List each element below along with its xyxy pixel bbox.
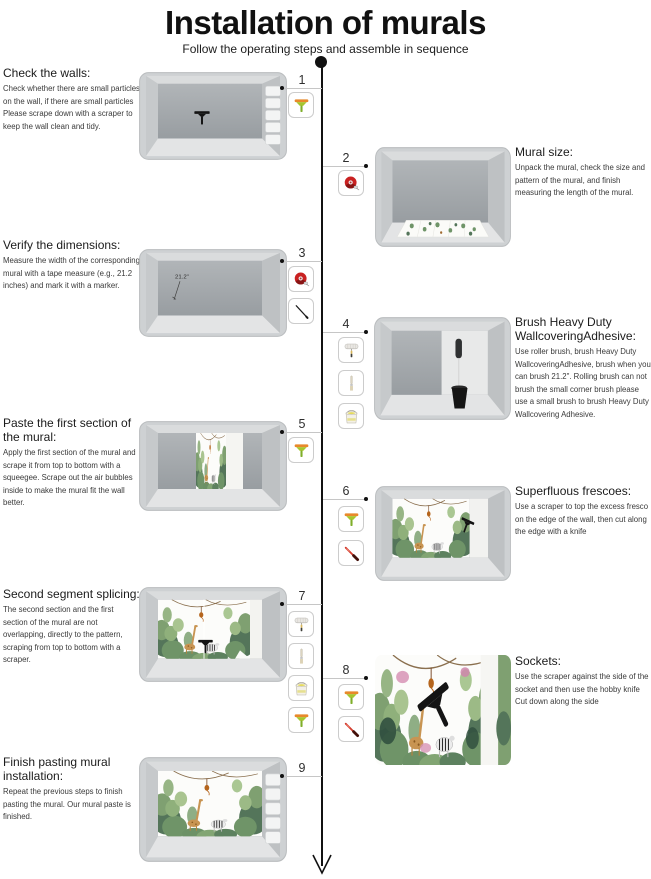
step-9-body: Repeat the previous steps to finish pasting the mural. Our mural paste is finished. [3, 787, 131, 822]
step-3-room-image [139, 249, 287, 337]
window-frame [266, 774, 281, 844]
step-1-body: Check whether there are small particles on the wall, if there are small particles Please scrape down with a scraper to keep the wall clean and tidy. [3, 84, 140, 131]
step-3-body: Measure the width of the corresponding mural with a tape measure (e.g., 21.2 inches) and mark it with a marker. [3, 256, 140, 291]
step-1-heading: Check the walls: [3, 66, 91, 80]
step-2-heading: Mural size: [515, 145, 574, 159]
marker-tool [288, 298, 314, 324]
step-2-room-image [375, 147, 511, 247]
finished-mural [152, 771, 268, 843]
step-4-text [515, 315, 651, 421]
flat-brush-icon [342, 374, 361, 393]
timeline-start-dot [315, 56, 327, 68]
step-7-body: The second section and the first section of the mural are not overlapping, directly to the pattern, scraping from top to bottom with a scraper. [3, 605, 123, 665]
tape-measure-icon [292, 270, 311, 289]
roller-brush-tool [338, 337, 364, 363]
flat-brush-icon [292, 647, 311, 666]
blank-panel [481, 655, 498, 765]
step-2-text [515, 145, 651, 200]
step-6-body: Use a scraper to top the excess fresco on the edge of the wall, then cut along the edge with a knife [515, 502, 649, 537]
dimension-label: 21.2" [175, 274, 189, 281]
step-9-heading: Finish pasting mural installation: [3, 755, 111, 784]
first-mural-panel [194, 433, 228, 495]
step-2-body: Unpack the mural, check the size and pattern of the mural, and finish measuring the length of the mural. [515, 163, 646, 198]
step-5-heading: Paste the first section of the mural: [3, 416, 132, 445]
arrow-down-icon [309, 853, 335, 877]
squeegee-icon [342, 510, 361, 529]
roller-brush-icon [292, 615, 311, 634]
step-7-number: 7 [298, 589, 306, 603]
roller-brush-tool [288, 611, 314, 637]
step-8-heading: Sockets: [515, 654, 562, 668]
squeegee-tool [288, 92, 314, 118]
step-5-number: 5 [298, 417, 306, 431]
squeegee-icon [292, 441, 311, 460]
step-6-text [515, 484, 651, 539]
adhesive-bucket-tool [288, 675, 314, 701]
marker-icon [292, 302, 311, 321]
step-4-heading: Brush Heavy Duty WallcoveringAdhesive: [515, 315, 636, 344]
step-4-room-image [374, 317, 511, 420]
step-1-number: 1 [298, 73, 306, 87]
utility-knife-tool [338, 716, 364, 742]
blank-panel [470, 499, 488, 558]
step-3-number: 3 [298, 246, 306, 260]
step-6-room-image [375, 486, 511, 581]
squeegee-tool [338, 684, 364, 710]
adhesive-bucket-icon [292, 679, 311, 698]
roller-brush-icon [342, 341, 361, 360]
flat-brush-tool [288, 643, 314, 669]
step-8-number: 8 [342, 663, 350, 677]
blank-panel [250, 600, 262, 659]
utility-knife-tool [338, 540, 364, 566]
mural-on-wall [388, 499, 474, 564]
tape-measure-icon [342, 174, 361, 193]
utility-knife-icon [342, 720, 361, 739]
timeline-line [321, 62, 323, 866]
step-3-heading: Verify the dimensions: [3, 238, 121, 252]
step-9-room-image [139, 757, 287, 862]
tape-measure-tool [288, 266, 314, 292]
page-title: Installation of murals [165, 4, 486, 41]
step-4-body: Use roller brush, brush Heavy Duty WallcoveringAdhesive, brush when you can brush 21.2". Rolling brush can not brush the small corner brush please use a small brush to brush Heavy Duty Wallcovering Adhesive. [515, 347, 651, 419]
squeegee-icon [292, 96, 311, 115]
step-9-text [3, 755, 140, 824]
squeegee-tool [288, 437, 314, 463]
squeegee-icon [342, 688, 361, 707]
squeegee-tool [338, 506, 364, 532]
blank-panel [226, 433, 243, 489]
window-frame [266, 86, 281, 144]
step-6-heading: Superfluous frescoes: [515, 484, 632, 498]
page-subtitle: Follow the operating steps and assemble in sequence [182, 42, 469, 56]
step-5-room-image [139, 421, 287, 511]
squeegee-icon [292, 711, 311, 730]
step-5-text [3, 416, 140, 510]
step-6-number: 6 [342, 484, 350, 498]
adhesive-bucket-icon [342, 407, 361, 426]
adhesive-bucket [452, 388, 468, 409]
step-7-heading: Second segment splicing: [3, 587, 140, 601]
step-7-text [3, 587, 140, 667]
step-4-number: 4 [342, 317, 350, 331]
paint-roller [455, 339, 461, 358]
adhesive-coated-wall [442, 331, 488, 395]
step-9-number: 9 [298, 761, 306, 775]
utility-knife-icon [342, 544, 361, 563]
flat-brush-tool [338, 370, 364, 396]
tape-measure-tool [338, 170, 364, 196]
step-8-mural-image [375, 655, 511, 765]
step-5-body: Apply the first section of the mural and scrape it from top to bottom with a squeegee. Scrape out the air bubbles inside to make the mural fit the wall better. [3, 448, 136, 508]
step-8-text [515, 654, 651, 709]
squeegee-tool [288, 707, 314, 733]
step-7-room-image [139, 587, 287, 682]
step-1-room-image [139, 72, 287, 160]
step-2-number: 2 [342, 151, 350, 165]
adhesive-bucket-tool [338, 403, 364, 429]
step-8-body: Use the scraper against the side of the socket and then use the hobby knife Cut down along the side [515, 672, 649, 707]
step-1-text [3, 66, 140, 133]
step-3-text [3, 238, 140, 293]
